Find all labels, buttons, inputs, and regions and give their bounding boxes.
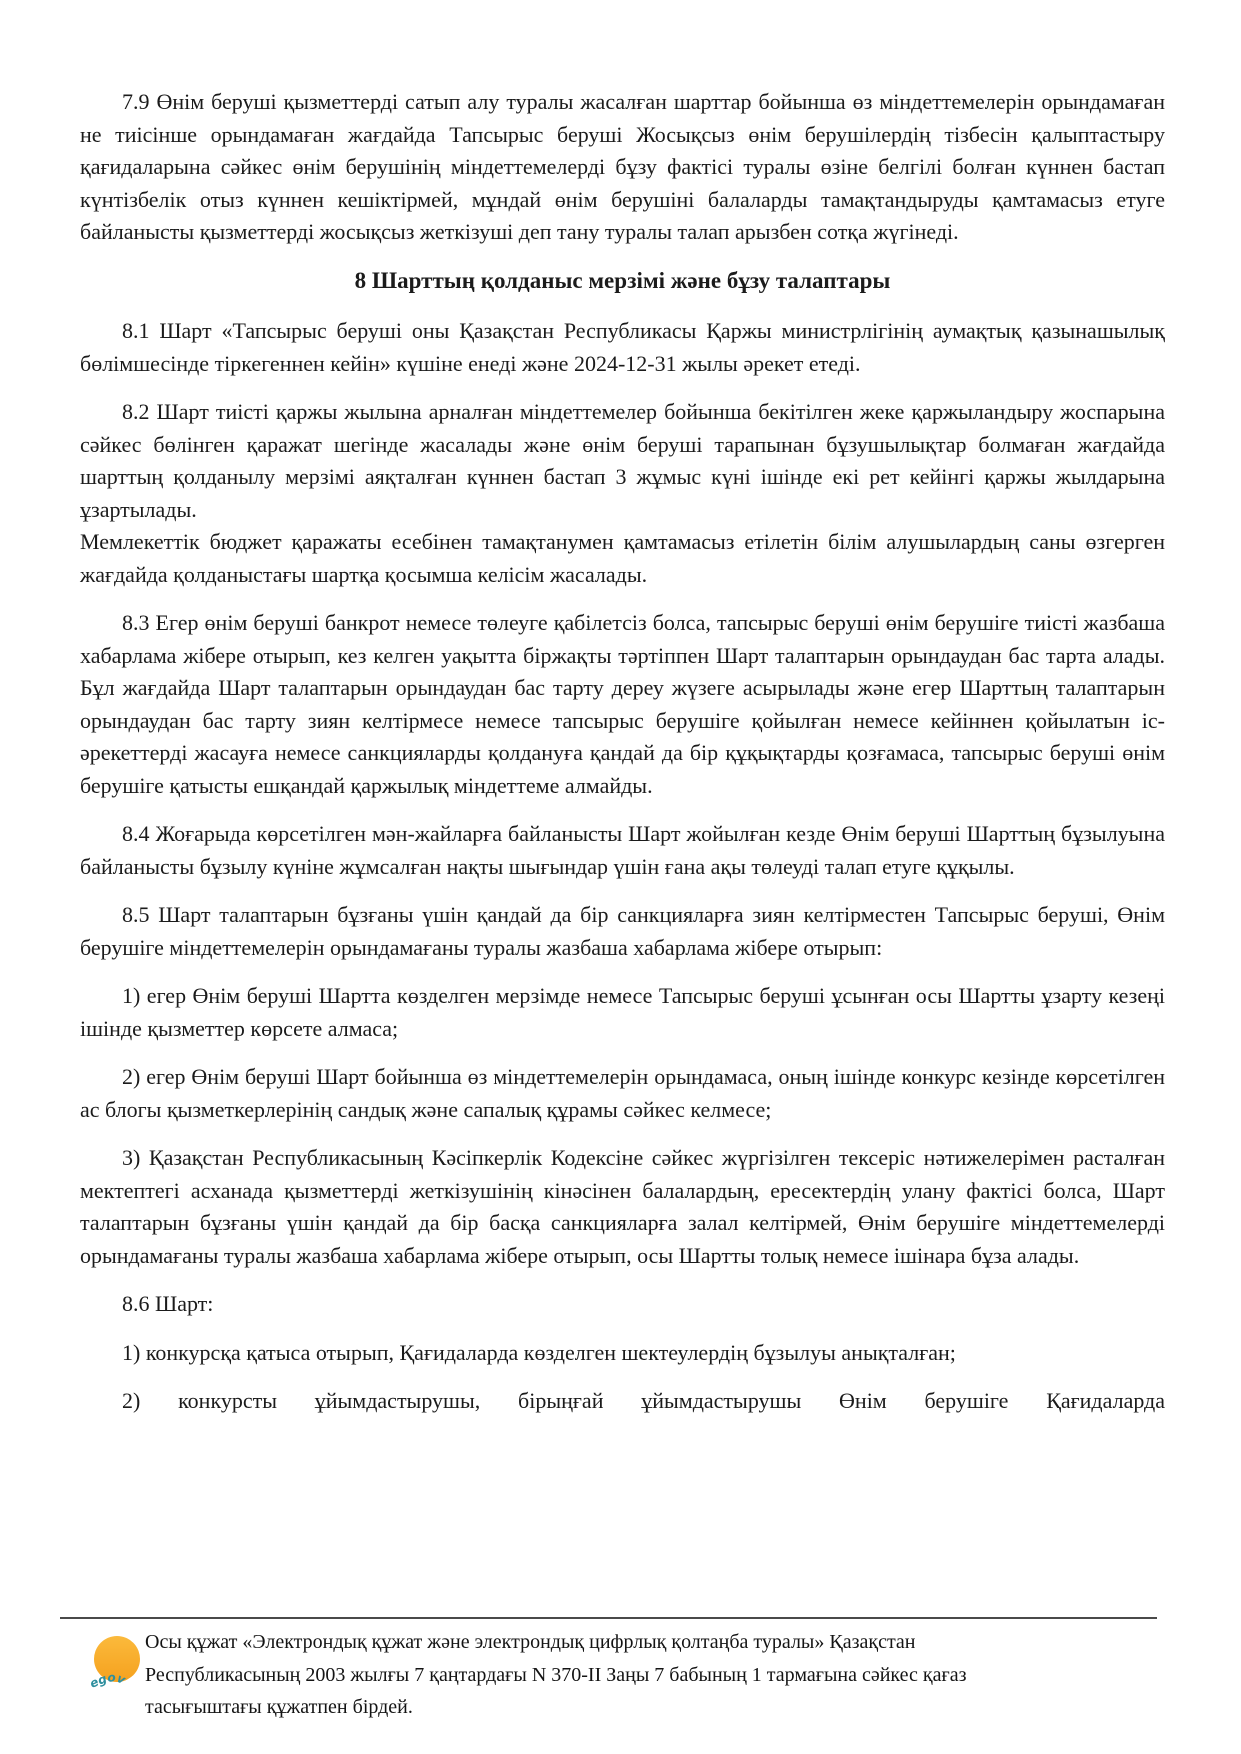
paragraph-8-3: 8.3 Егер өнім беруші банкрот немесе төлеуге қабілетсіз болса, тапсырыс беруші өнім берушіге тиісті жазбаша хабарлама жібере отырып, кез келген уақытта біржақты тәртіппен Шарт талаптарын орындаудан бас тарта алады. Бұл жағдайда Шарт талаптарын орындаудан бас тарту дереу жүзеге асырылады және егер Шарттың талаптарын орындаудан бас тарту зиян келтірмесе немесе тапсырыс берушіге қойылған немесе кейіннен қойылатын іс-әрекеттерді жасауға немесе санкцияларды қолдануға қандай да бір құқықтарды қозғамаса, тапсырыс беруші өнім берушіге қатысты ешқандай қаржылық міндеттеме алмайды. xyxy=(80,610,1165,798)
electronic-signature-note xyxy=(145,1626,1155,1724)
paragraph-8-2: 8.2 Шарт тиісті қаржы жылына арналған міндеттемелер бойынша бекітілген жеке қаржыландыру жоспарына сәйкес бөлінген қаражат шегінде жасалады және өнім беруші тарапынан бұзушылықтар болмаған жағдайда шарттың қолданылу мерзімі аяқталған күннен бастап 3 жұмыс күні ішінде екі рет кейінгі қаржы жылдарына ұзартылады. xyxy=(80,399,1165,522)
signature-note-line: тасығыштағы құжатпен бірдей. xyxy=(145,1696,413,1718)
list-item-8-5-2: 2) егер Өнім беруші Шарт бойынша өз міндеттемелерін орындамаса, оның ішінде конкурс кезінде көрсетілген ас блогы қызметкерлерінің сандық және сапалық құрамы сәйкес келмесе; xyxy=(80,1064,1165,1122)
paragraph-7-9: 7.9 Өнім беруші қызметтерді сатып алу туралы жасалған шарттар бойынша өз міндеттемелерін орындамаған не тиісінше орындамаған жағдайда Тапсырыс беруші Жосықсыз өнім берушілердің тізбесін қалыптастыру қағидаларына сәйкес өнім берушінің міндеттемелерді бұзу фактісі туралы өзіне белгілі болған күннен бастап күнтізбелік отыз күннен кешіктірмей, мұндай өнім берушіні балаларды тамақтандыруды қамтамасыз етуге байланысты қызметтерді жосықсыз жеткізуші деп тану туралы талап арызбен сотқа жүгінеді. xyxy=(80,89,1165,244)
section-8-heading: 8 Шарттың қолданыс мерзімі және бұзу талаптары xyxy=(354,267,891,293)
list-item-8-6-2: 2) конкурсты ұйымдастырушы, бірыңғай ұйымдастырушы Өнім берушіге Қағидаларда xyxy=(122,1388,1165,1413)
egov-logo-icon xyxy=(86,1632,144,1696)
paragraph-8-2-continuation: Мемлекеттік бюджет қаражаты есебінен тамақтанумен қамтамасыз етілетін білім алушылардың саны өзгерген жағдайда қолданыстағы шартқа қосымша келісім жасалады. xyxy=(80,529,1165,587)
list-item-8-6-1: 1) конкурсқа қатыса отырып, Қағидаларда көзделген шектеулердің бұзылуы анықталған; xyxy=(122,1339,956,1365)
paragraph-8-5: 8.5 Шарт талаптарын бұзғаны үшін қандай да бір санкцияларға зиян келтірместен Тапсырыс беруші, Өнім берушіге міндеттемелерін орындамағаны туралы жазбаша хабарлама жібере отырып: xyxy=(80,902,1165,960)
svg-text:egov: egov xyxy=(87,1670,128,1691)
signature-note-line: Осы құжат «Электрондық құжат және электрондық цифрлық қолтаңба туралы» Қазақстан xyxy=(145,1631,916,1653)
list-item-8-5-1: 1) егер Өнім беруші Шартта көзделген мерзімде немесе Тапсырыс беруші ұсынған осы Шартты ұзарту кезеңі ішінде қызметтер көрсете алмаса; xyxy=(80,983,1165,1041)
list-item-8-5-3: 3) Қазақстан Республикасының Кәсіпкерлік Кодексіне сәйкес жүргізілген тексеріс нәтижелерімен расталған мектептегі асханада қызметтерді жеткізушінің кінәсінен балалардың, ересектердің улану фактісі болса, Шарт талаптарын бұзғаны үшін қандай да бір басқа санкцияларға залал келтірмей, Өнім берушіге міндеттемелерді орындамағаны туралы жазбаша хабарлама жібере отырып, осы Шартты толық немесе ішінара бұза алады. xyxy=(80,1145,1165,1268)
paragraph-8-4: 8.4 Жоғарыда көрсетілген мән-жайларға байланысты Шарт жойылған кезде Өнім беруші Шарттың бұзылуына байланысты бұзылу күніне жұмсалған нақты шығындар үшін ғана ақы төлеуді талап етуге құқылы. xyxy=(80,821,1165,879)
contract-body xyxy=(80,86,1165,1434)
footer-separator-line xyxy=(60,1617,1157,1619)
signature-note-line: Республикасының 2003 жылғы 7 қаңтардағы N 370-II Заңы 7 бабының 1 тармағына сәйкес қағаз xyxy=(145,1663,967,1686)
paragraph-8-1: 8.1 Шарт «Тапсырыс беруші оны Қазақстан Республикасы Қаржы министрлігінің аумақтық қазынашылық бөлімшесінде тіркегеннен кейін» күшіне енеді және 2024-12-31 жылы әрекет етеді. xyxy=(80,318,1165,376)
paragraph-8-6: 8.6 Шарт: xyxy=(122,1291,214,1316)
